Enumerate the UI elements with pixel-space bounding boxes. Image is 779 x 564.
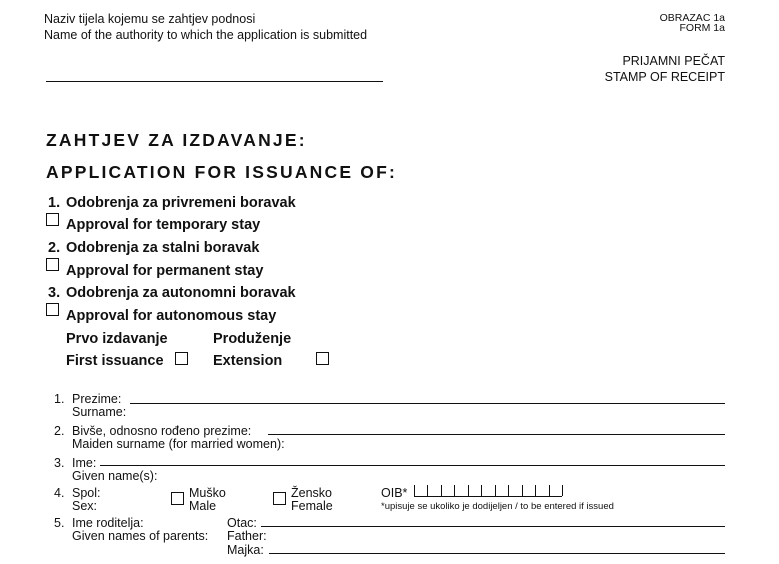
- surname-label-en: Surname:: [72, 405, 127, 419]
- male-checkbox[interactable]: [171, 492, 184, 505]
- maiden-surname-label-hr: Bivše, odnosno rođeno prezime:: [72, 424, 252, 438]
- parents-label-en: Given names of parents:: [72, 529, 209, 543]
- extension-label-en: Extension: [213, 353, 283, 369]
- oib-digit-divider: [481, 485, 482, 496]
- option-3-label-hr: Odobrenja za autonomni boravak: [66, 285, 296, 301]
- page-title-hr: ZAHTJEV ZA IZDAVANJE:: [46, 130, 307, 150]
- stamp-label-hr: PRIJAMNI PEČAT: [622, 54, 725, 68]
- authority-label-en: Name of the authority to which the application is submitted: [44, 28, 368, 42]
- page-title-en: APPLICATION FOR ISSUANCE OF:: [46, 162, 397, 182]
- oib-digit-divider: [495, 485, 496, 496]
- first-issuance-label-hr: Prvo izdavanje: [66, 331, 168, 347]
- female-checkbox[interactable]: [273, 492, 286, 505]
- oib-digit-divider: [549, 485, 550, 496]
- mother-input-line[interactable]: [269, 553, 725, 554]
- sex-label-hr: Spol:: [72, 486, 101, 500]
- mother-label-hr: Majka:: [227, 543, 264, 557]
- field-4-number: 4.: [54, 486, 65, 500]
- stamp-label-en: STAMP OF RECEIPT: [604, 70, 725, 84]
- option-2-label-en: Approval for permanent stay: [66, 263, 264, 279]
- oib-digit-divider: [468, 485, 469, 496]
- female-label-en: Female: [291, 499, 333, 513]
- oib-digit-divider: [562, 485, 563, 496]
- given-name-label-hr: Ime:: [72, 456, 97, 470]
- given-name-input-line[interactable]: [100, 465, 725, 466]
- female-label-hr: Žensko: [291, 486, 332, 500]
- first-issuance-checkbox[interactable]: [175, 352, 188, 365]
- oib-digit-divider: [535, 485, 536, 496]
- oib-digit-divider: [414, 485, 415, 496]
- option-3-label-en: Approval for autonomous stay: [66, 308, 277, 324]
- option-2-checkbox[interactable]: [46, 258, 59, 271]
- maiden-surname-input-line[interactable]: [268, 434, 725, 435]
- option-1-label-hr: Odobrenja za privremeni boravak: [66, 195, 296, 211]
- option-3-number: 3.: [48, 285, 61, 301]
- male-label-hr: Muško: [189, 486, 226, 500]
- father-label-hr: Otac:: [227, 516, 257, 530]
- extension-label-hr: Produženje: [213, 331, 292, 347]
- oib-digit-divider: [427, 485, 428, 496]
- oib-baseline: [414, 496, 562, 497]
- form-number-hr: OBRAZAC 1a: [659, 12, 725, 24]
- surname-input-line[interactable]: [130, 403, 725, 404]
- field-5-number: 5.: [54, 516, 65, 530]
- oib-digit-divider: [522, 485, 523, 496]
- option-2-label-hr: Odobrenja za stalni boravak: [66, 240, 260, 256]
- option-1-label-en: Approval for temporary stay: [66, 217, 261, 233]
- first-issuance-label-en: First issuance: [66, 353, 164, 369]
- oib-footnote: *upisuje se ukoliko je dodijeljen / to be entered if issued: [381, 501, 614, 512]
- parents-label-hr: Ime roditelja:: [72, 516, 144, 530]
- form-number-en: FORM 1a: [679, 22, 725, 34]
- option-3-checkbox[interactable]: [46, 303, 59, 316]
- male-label-en: Male: [189, 499, 217, 513]
- oib-label: OIB*: [381, 486, 408, 500]
- father-input-line[interactable]: [261, 526, 725, 527]
- given-name-label-en: Given name(s):: [72, 469, 158, 483]
- sex-label-en: Sex:: [72, 499, 98, 513]
- option-1-number: 1.: [48, 195, 61, 211]
- surname-label-hr: Prezime:: [72, 392, 122, 406]
- oib-digit-divider: [508, 485, 509, 496]
- field-1-number: 1.: [54, 392, 65, 406]
- option-1-checkbox[interactable]: [46, 213, 59, 226]
- field-3-number: 3.: [54, 456, 65, 470]
- oib-digit-divider: [454, 485, 455, 496]
- authority-input-line[interactable]: [46, 81, 383, 82]
- maiden-surname-label-en: Maiden surname (for married women):: [72, 437, 285, 451]
- field-2-number: 2.: [54, 424, 65, 438]
- extension-checkbox[interactable]: [316, 352, 329, 365]
- authority-label-hr: Naziv tijela kojemu se zahtjev podnosi: [44, 12, 256, 26]
- option-2-number: 2.: [48, 240, 61, 256]
- oib-digit-divider: [441, 485, 442, 496]
- father-label-en: Father:: [227, 529, 267, 543]
